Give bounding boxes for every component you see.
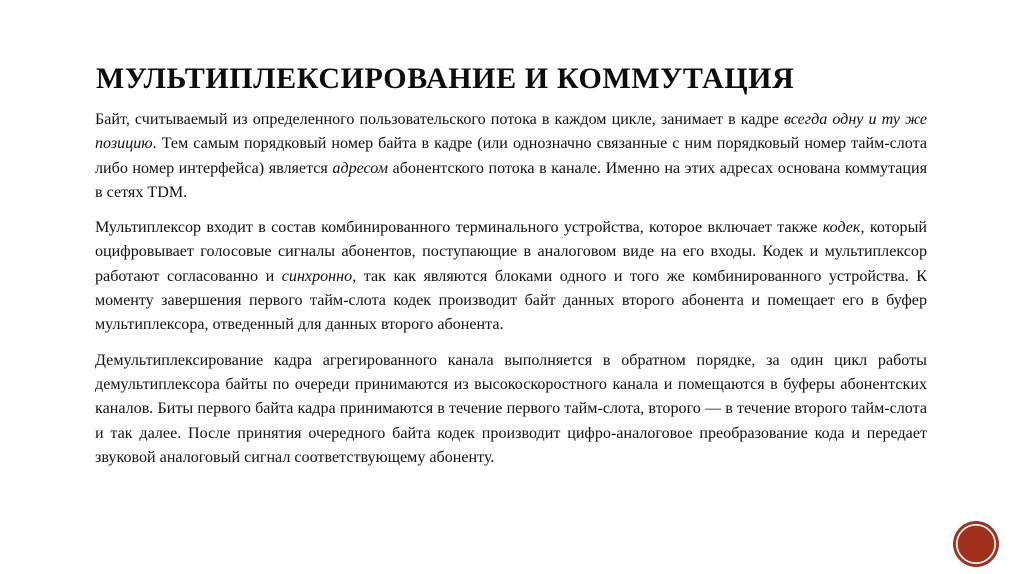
- body-text: , так как являются блоками одного и того же комбинированного устройства. К моменту завершения первого тайм-слота кодек производит байт данных второго абонента и помещает его в буфер мультиплексора, отведенный для данных второго абонента.: [95, 267, 927, 334]
- page-number-label: 25: [969, 537, 983, 550]
- body-text: Мультиплексор входит в состав комбинированного терминального устройства, которое включает также: [95, 219, 823, 237]
- paragraph-2: [95, 216, 927, 337]
- emphasis-text: всегда одну и ту же позицию: [95, 111, 927, 153]
- paragraph-1: [95, 108, 927, 205]
- body-text: . Тем самым порядковый номер байта в кадре (или однозначно связанные с ним порядковый номер тайм-слота либо номер интерфейса) является: [95, 135, 927, 177]
- emphasis-text: синхронно: [281, 267, 353, 285]
- page-number-badge: [956, 524, 996, 564]
- emphasis-text: кодек: [822, 219, 861, 237]
- page-title: МУЛЬТИПЛЕКСИРОВАНИЕ И КОММУТАЦИЯ: [96, 62, 795, 96]
- emphasis-text: адресом: [332, 159, 389, 177]
- paragraph-3: [95, 349, 927, 470]
- body-text: , который оцифровывает голосовые сигналы абонентов, поступающие в аналоговом виде на его входы. Кодек и мультиплексор работают согласованно и: [95, 219, 927, 285]
- body-text: абонентского потока в канале. Именно на этих адресах основана коммутация в сетях TDM.: [95, 159, 927, 201]
- body-text: Байт, считываемый из определенного пользовательского потока в каждом цикле, занимает в кадре: [95, 111, 784, 128]
- slide-body: [95, 108, 927, 470]
- body-text: Демультиплексирование кадра агрегированного канала выполняется в обратном порядке, за один цикл работы демультиплексора байты по очереди принимаются из высокоскоростного канала и помещаются в буферы абонентских каналов. Биты первого байта кадра принимаются в течение первого тайм-слота, второго — в течение второго тайм-слота и так далее. После принятия очередного байта кодек производит цифро-аналоговое преобразование кода и передает звуковой аналоговый сигнал соответствующему абоненту.: [95, 351, 927, 466]
